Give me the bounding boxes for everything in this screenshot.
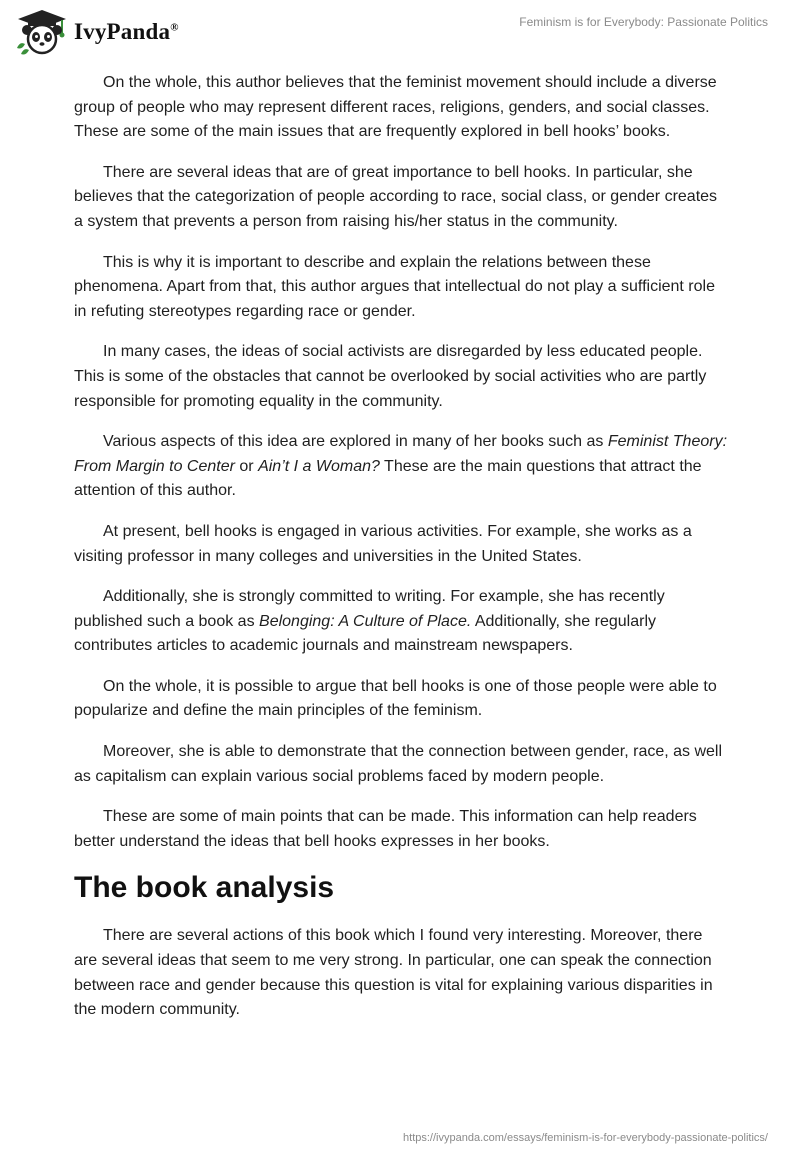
paragraph: At present, bell hooks is engaged in various activities. For example, she works as a visiting professor in many colleges and universities in the United States. xyxy=(74,522,692,565)
brand-logo[interactable] xyxy=(14,8,179,56)
paragraph-text: or xyxy=(234,457,259,475)
paragraph-text: Additionally, she regularly contributes articles to academic journals and mainstream newspapers. xyxy=(74,612,656,655)
paragraph-text: Additionally, she is strongly committed to writing. For example, she has recently published such a book as xyxy=(74,588,665,630)
paragraph: On the whole, this author believes that the feminist movement should include a diverse group of people who may represent different races, religions, genders, and social classes. These are some of the main issues that are frequently explored in bell hooks’ books. xyxy=(74,74,717,141)
essay-body xyxy=(74,71,728,1039)
panda-graduate-icon xyxy=(14,8,70,56)
document-title: Feminism is for Everybody: Passionate Politics xyxy=(519,15,768,29)
paragraph xyxy=(74,585,728,659)
paragraph xyxy=(74,430,728,504)
book-title: Ain’t I a Woman? xyxy=(258,457,380,475)
paragraph: These are some of main points that can be made. This information can help readers better understand the ideas that bell hooks expresses in her books. xyxy=(74,808,697,850)
paragraph: There are several actions of this book which I found very interesting. Moreover, there are several ideas that seem to me very strong. In particular, one can speak the connection between race and gender because this question is vital for explaining various disparities in the modern community. xyxy=(74,927,713,1019)
paragraph: This is why it is important to describe and explain the relations between these phenomena. Apart from that, this author argues that intellectual do not play a sufficient role in refuting stereotypes regarding race or gender. xyxy=(74,253,715,320)
paragraph: There are several ideas that are of great importance to bell hooks. In particular, she believes that the categorization of people according to race, social class, or gender creates a system that prevents a person from raising his/her status in the community. xyxy=(74,163,718,230)
registered-mark: ® xyxy=(170,21,179,34)
paragraph-text: These are the main questions that attract the attention of this author. xyxy=(74,457,702,500)
book-title: Belonging: A Culture of Place. xyxy=(259,612,472,630)
book-title: Feminist Theory: From Margin to Center xyxy=(74,433,728,475)
brand-wordmark: IvyPanda xyxy=(74,19,171,44)
paragraph: On the whole, it is possible to argue that bell hooks is one of those people were able to popularize and define the main principles of the feminism. xyxy=(74,677,717,720)
section-heading: The book analysis xyxy=(74,871,335,905)
source-url[interactable]: https://ivypanda.com/essays/feminism-is-for-everybody-passionate-politics/ xyxy=(403,1132,768,1144)
paragraph: In many cases, the ideas of social activists are disregarded by less educated people. This is some of the obstacles that cannot be overlooked by social activities who are partly responsible for promoting equality in the community. xyxy=(74,343,707,410)
brand-name xyxy=(74,19,179,45)
paragraph-text: Various aspects of this idea are explored in many of her books such as xyxy=(103,433,608,451)
paragraph: Moreover, she is able to demonstrate that the connection between gender, race, as well as capitalism can explain various social problems faced by modern people. xyxy=(74,743,723,785)
